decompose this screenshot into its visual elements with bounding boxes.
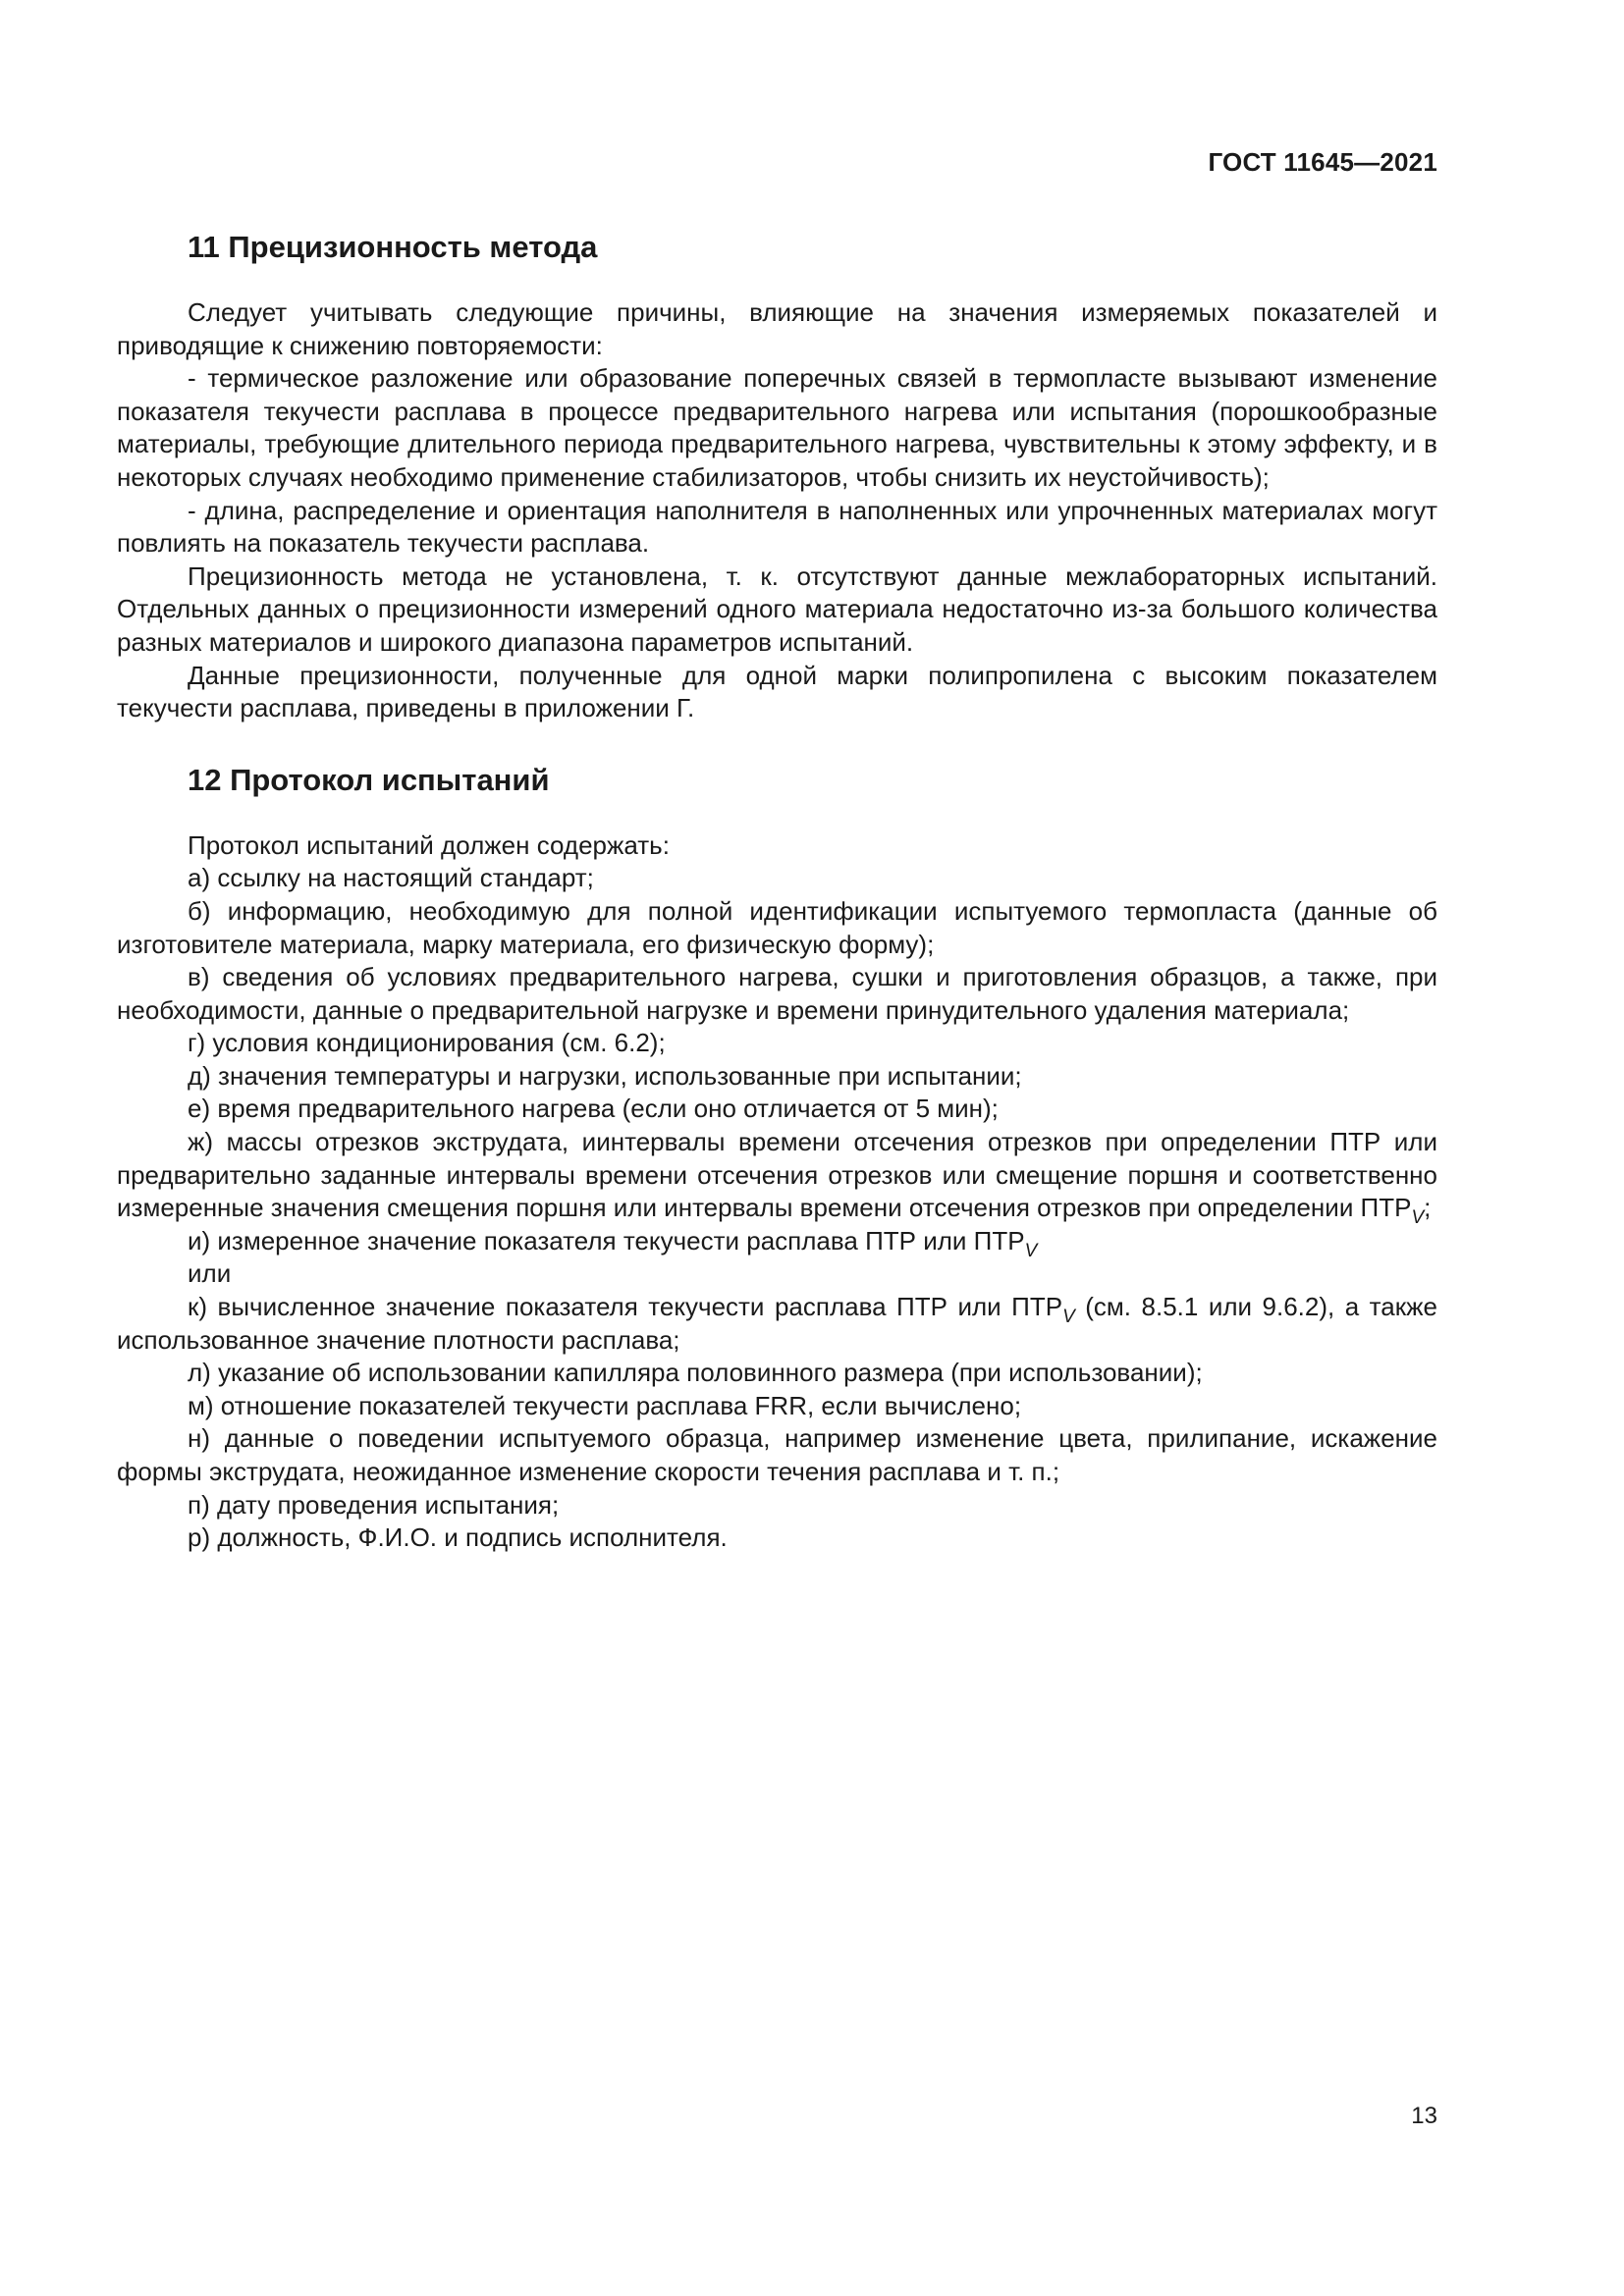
- subscript-v: V: [1411, 1207, 1425, 1229]
- protocol-item-l: л) указание об использовании капилляра половинного размера (при использовании);: [188, 1358, 1203, 1388]
- item-end: ;: [1424, 1193, 1432, 1223]
- protocol-or: или: [188, 1258, 232, 1289]
- item-text: к) вычисленное значение показателя текучести расплава ПТР или ПТР: [188, 1292, 1063, 1322]
- protocol-item-n: н) данные о поведении испытуемого образца, например изменение цвета, прилипание, искажение формы экструдата, неожиданное изменение скорости течения расплава и т. п.;: [117, 1423, 1437, 1486]
- section-12-title: 12 Протокол испытаний: [188, 762, 550, 797]
- item-text: ж) массы отрезков экструдата, иинтервалы времени отсечения отрезков при определении ПТР или предварительно заданные интервалы времени отсечения отрезков или смещение поршня и соответственно измеренные значения смещения поршня или интервалы времени отсечения отрезков при определении ПТР: [117, 1127, 1437, 1223]
- protocol-item-d: д) значения температуры и нагрузки, использованные при испытании;: [188, 1060, 1022, 1091]
- section-11: [117, 226, 1437, 725]
- protocol-item-e: е) время предварительного нагрева (если оно отличается от 5 мин);: [188, 1094, 999, 1124]
- paragraph: - длина, распределение и ориентация наполнителя в наполненных или упрочненных материалах могут повлиять на показатель текучести расплава.: [117, 495, 1437, 559]
- protocol-intro: Протокол испытаний должен содержать:: [188, 829, 670, 860]
- protocol-item-k: [117, 1291, 1437, 1357]
- subscript-v: V: [1062, 1307, 1075, 1328]
- subscript-v: V: [1024, 1240, 1038, 1261]
- section-11-title: 11 Прецизионность метода: [188, 230, 598, 264]
- item-text: и) измеренное значение показателя текучести расплава ПТР или ПТР: [188, 1225, 1025, 1255]
- protocol-item-b: б) информацию, необходимую для полной идентификации испытуемого термопласта (данные об изготовителе материала, марку материала, его физическую форму);: [117, 895, 1437, 959]
- paragraph: Прецизионность метода не установлена, т. к. отсутствуют данные межлабораторных испытаний. Отдельных данных о прецизионности измерений одного материала недостаточно из-за большого количества разных материалов и широкого диапазона параметров испытаний.: [117, 561, 1437, 657]
- protocol-item-a: а) ссылку на настоящий стандарт;: [188, 863, 594, 893]
- page-number: 13: [1411, 2103, 1437, 2129]
- protocol-item-i: [117, 1225, 1437, 1261]
- protocol-item-zh: [117, 1126, 1437, 1229]
- item-end: (см. 8.5.1 или 9.6.2), а также использованное значение плотности расплава;: [117, 1292, 1437, 1355]
- paragraph: Данные прецизионности, полученные для одной марки полипропилена с высоким показателем текучести расплава, приведены в приложении Г.: [117, 660, 1437, 723]
- protocol-item-r: р) должность, Ф.И.О. и подпись исполнителя.: [188, 1522, 728, 1553]
- document-code: ГОСТ 11645—2021: [1208, 147, 1437, 177]
- page-content: [117, 226, 1437, 1555]
- paragraph: - термическое разложение или образование поперечных связей в термопласте вызывают изменение показателя текучести расплава в процессе предварительного нагрева или испытания (порошкообразные материалы, требующие длительного периода предварительного нагрева, чувствительны к этому эффекту, и в некоторых случаях необходимо применение стабилизаторов, чтобы снизить их неустойчивость);: [117, 363, 1437, 492]
- protocol-item-v: в) сведения об условиях предварительного нагрева, сушки и приготовления образцов, а также, при необходимости, данные о предварительной нагрузке и времени принудительного удаления материала;: [117, 962, 1437, 1025]
- protocol-item-m: м) отношение показателей текучести расплава FRR, если вычислено;: [188, 1390, 1022, 1420]
- protocol-item-p: п) дату проведения испытания;: [188, 1489, 560, 1520]
- paragraph: Следует учитывать следующие причины, влияющие на значения измеряемых показателей и приводящие к снижению повторяемости:: [117, 297, 1437, 360]
- section-12: [117, 759, 1437, 1555]
- protocol-item-g: г) условия кондиционирования (см. 6.2);: [188, 1028, 666, 1058]
